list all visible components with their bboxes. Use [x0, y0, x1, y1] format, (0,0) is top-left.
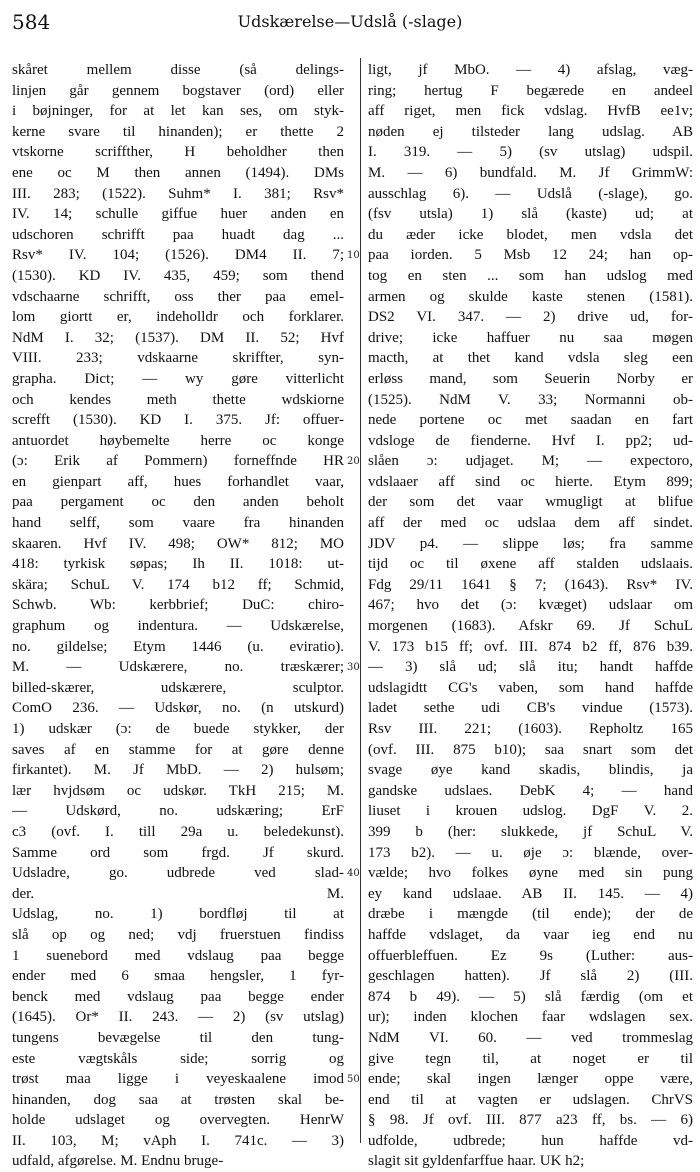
text-line: ender med 6 smaa hengsler, 1 fyr- [12, 968, 344, 985]
text-line: ladet sethe udi CB's vindue (1573). [368, 700, 693, 717]
text-line: 173 b2). — u. øje ɔ: blænde, over- [368, 844, 693, 861]
text-line: lær hvjdsøm oc udskør. TkH 215; M. [12, 782, 344, 799]
text-line: — Udskørd, no. udskæring; ErF [12, 803, 344, 820]
text-line: slagit sit gyldenfarffue haar. UK h2; [368, 1153, 585, 1170]
text-line: § 98. Jf ovf. III. 877 a23 ff, bs. — 6) [368, 1112, 693, 1129]
text-line: armen og skulde kaste stenen (1581). [368, 288, 693, 305]
text-line: 418: tyrkisk søpas; Ih II. 1018: ut- [12, 556, 344, 573]
text-line: tijd oc til øxene aff stalden udslaais. [368, 556, 693, 573]
text-line: tungens bevægelse til den tung- [12, 1029, 344, 1046]
text-line: DS2 VI. 347. — 2) drive ud, for- [368, 309, 693, 326]
text-line: ur); inden klochen faar wdslagen sex. [368, 1009, 693, 1026]
text-line: screfft (1530). KD I. 375. Jf: offuer- [12, 412, 344, 429]
text-line: kerne svare til hinanden); er thette 2 [12, 123, 344, 140]
text-line: este vægtskåls side; sorrig og [12, 1050, 344, 1067]
text-line: Rsv* IV. 104; (1526). DM4 II. 7; [12, 247, 344, 264]
text-line: no. gildelse; Etym 1446 (u. eviratio). [12, 638, 344, 655]
text-line: holde udslaget og overvegten. HenrW [12, 1112, 344, 1129]
text-line: nede portene oc met saadan en fart [368, 412, 693, 429]
text-line: slå op og ned; vdj fruerstuen findiss [12, 926, 344, 943]
text-line: V. 173 b15 ff; ovf. III. 874 b2 ff, 876 b39. [368, 638, 693, 655]
text-line: — 3) slå ud; slå itu; handt haffde [368, 659, 693, 676]
text-line: 467; hvo det (ɔ: kvæget) udslaar om [368, 597, 693, 614]
text-line: aff riget, men fick vdslag. HvfB ee1v; [368, 103, 693, 120]
text-line: skåret mellem disse (så delings- [12, 62, 344, 78]
text-line: vælde; hvo folkes øyne med sin pung [368, 865, 693, 882]
text-line: der som det vaar wmugligt at blifue [368, 494, 693, 511]
text-line: JDV p4. — slippe løs; fra samme [368, 535, 693, 552]
text-line: benck med vdslaug paa begge ender [12, 988, 344, 1005]
text-line: ende; skal ingen længer oppe være, [368, 1071, 693, 1088]
text-line: vdsloge de fienderne. Hvf I. pp2; ud- [368, 432, 693, 449]
running-title: Udskærelse—Udslå (-slage) [237, 12, 463, 31]
text-line: ComO 236. — Udskør, no. (n utskurd) [12, 700, 344, 717]
text-line: skaaren. Hvf IV. 498; OW* 812; MO [12, 535, 344, 552]
text-line: gandske udslaes. DebK 4; — hand [368, 782, 693, 799]
text-line: billed-skærer, udskærere, sculptor. [12, 679, 344, 696]
text-line: grapha. Dict; — wy gøre vitterlicht [12, 370, 344, 387]
text-line: hinanden, dog saa at trøsten skal be- [12, 1091, 344, 1108]
text-line: Schwb. Wb: kerbbrief; DuC: chiro- [12, 597, 344, 614]
text-line: och kendes meth thette wdskiorne [12, 391, 344, 408]
text-line: morgenen (1683). Afskr 69. Jf SchuL [368, 618, 693, 635]
line-number: 50 [347, 1074, 360, 1086]
text-line: antuordet høybemelte herre oc konge [12, 432, 344, 449]
text-line: (ɔ: Erik af Pommern) forneffnde HR [12, 453, 344, 470]
text-line: VIII. 233; vdskaarne skriffter, syn- [12, 350, 344, 367]
text-line: linjen går gennem bogstaver (ord) eller [12, 82, 344, 99]
text-line: aff der med oc udslaa dem aff sindet. [368, 515, 693, 532]
text-line: nøden ej tilsteder lang udslag. AB [368, 123, 693, 140]
text-line: vdschaarne schrifft, oss ther paa emel- [12, 288, 344, 305]
line-number: 20 [347, 456, 360, 468]
text-line: Udsladre, go. udbrede ved slad- [12, 865, 344, 882]
text-line: trøst maa ligge i veyeskaalene imod [12, 1071, 344, 1088]
text-line: drive; icke haffuer nu saa møgen [368, 329, 693, 346]
text-line: (1525). NdM V. 33; Normanni ob- [368, 391, 693, 408]
text-line: svage øye kand skadis, blindis, ja [368, 762, 693, 779]
text-line: erløss mand, som Seuerin Norby er [368, 370, 693, 387]
text-line: slåen ɔ: udjaget. M; — expectoro, [368, 453, 693, 470]
text-line: udslagidtt CG's vaben, som hand haffde [368, 679, 693, 696]
text-line: geschlagen hatten). Jf slå 2) (III. [368, 968, 693, 985]
text-line: end til at vagten er udslagen. ChrVS [368, 1091, 693, 1108]
column-divider [360, 58, 361, 1143]
text-line: haffde vdslaget, da vaar ieg end nu [368, 926, 693, 943]
text-line: paa pergament oc den anden beholt [12, 494, 344, 511]
text-line: Rsv III. 221; (1603). Repholtz 165 [368, 721, 693, 737]
text-line: vtskorne scriffther, H beholdher then [12, 144, 344, 161]
text-line: c3 (ovf. I. till 29a u. beledekunst). [12, 823, 344, 840]
text-line: give tegn til, at noget er til [368, 1050, 693, 1067]
text-line: 874 b 49). — 5) slå færdig (om et [368, 988, 693, 1005]
text-line: offuerbleffuen. Ez 9s (Luther: aus- [368, 947, 693, 964]
line-number: 30 [347, 662, 360, 674]
text-line: Fdg 29/11 1641 § 7; (1643). Rsv* IV. [368, 576, 693, 593]
text-line: ligt, jf MbO. — 4) afslag, væg- [368, 62, 693, 78]
text-line: M. — 6) bundfald. M. Jf GrimmW: [368, 164, 693, 181]
text-line: du æder icke blodet, men vdsla det [368, 226, 693, 243]
text-line: IV. 14; schulle giffue huer anden en [12, 206, 344, 223]
text-line: 1 suenebord med vdslaug paa begge [12, 947, 344, 964]
text-line: saves af en stamme for at gøre denne [12, 741, 344, 758]
text-line: Udslag, no. 1) bordfløj til at [12, 906, 344, 923]
text-line: I. 319. — 5) (sv utslag) udspil. [368, 144, 693, 161]
text-line: macth, at thet kand vdsla sleg een [368, 350, 693, 367]
text-line: udschoren schrifft paa huadt dag ... [12, 226, 344, 243]
text-line: en gienpart aff, hues forhandlet vaar, [12, 473, 344, 490]
text-line: NdM I. 32; (1537). DM II. 52; Hvf [12, 329, 344, 346]
text-line: (ovf. III. 875 b10); saa snart som det [368, 741, 693, 758]
text-line: II. 103, M; vAph I. 741c. — 3) [12, 1132, 344, 1149]
text-line: (fsv utsla) 1) slå (kaste) ud; at [368, 206, 693, 223]
text-line: Samme ord som frgd. Jf skurd. [12, 844, 344, 861]
text-line: graphum og indentura. — Udskærelse, [12, 618, 344, 635]
text-line: ausschlag 6). — Udslå (-slage), go. [368, 185, 693, 202]
text-line: 399 b (her: slukkede, jf SchuL V. [368, 823, 693, 840]
text-line: (1645). Or* II. 243. — 2) (sv utslag) [12, 1009, 344, 1026]
line-number: 40 [347, 868, 360, 880]
text-line: lom giortt er, indeholldr och forklarer. [12, 309, 344, 326]
right-column [368, 60, 693, 1172]
text-line: M. — Udskærere, no. træskærer; [12, 659, 344, 676]
text-line: udfolde, udbrede; hun haffde vd- [368, 1132, 693, 1149]
text-line: liuset i krouen udslog. DgF V. 2. [368, 803, 693, 820]
text-line: dræbe i mængde (til ende); der de [368, 906, 693, 923]
text-line: udfald, afgørelse. M. Endnu bruge- [12, 1153, 224, 1170]
text-line: der. M. [12, 885, 344, 902]
text-line: III. 283; (1522). Suhm* I. 381; Rsv* [12, 185, 344, 202]
text-line: tog en sten ... som han udslog med [368, 267, 693, 284]
text-line: i bøjninger, for at let kan ses, om styk- [12, 103, 344, 120]
text-line: 1) udskær (ɔ: de buede stykker, der [12, 721, 344, 737]
text-line: NdM VI. 60. — ved trommeslag [368, 1029, 693, 1046]
text-line: firkantet). M. Jf MbD. — 2) hulsøm; [12, 762, 344, 779]
page-number: 584 [12, 10, 51, 34]
text-line: ey kand udslaae. AB II. 145. — 4) [368, 885, 693, 902]
text-line: paa iorden. 5 Msb 12 24; han op- [368, 247, 693, 264]
line-number: 10 [347, 250, 360, 262]
text-line: hand selff, som vaare fra hinanden [12, 515, 344, 532]
left-column [12, 60, 344, 1172]
text-line: (1530). KD IV. 435, 459; som thend [12, 267, 344, 284]
text-line: ene oc M then annen (1494). DMs [12, 164, 344, 181]
text-line: vdslaaer aff sind oc hierte. Etym 899; [368, 473, 693, 490]
text-line: ring; hertug F begærede en andeel [368, 82, 693, 99]
page-header [0, 0, 700, 40]
text-line: skära; SchuL V. 174 b12 ff; Schmid, [12, 576, 344, 593]
